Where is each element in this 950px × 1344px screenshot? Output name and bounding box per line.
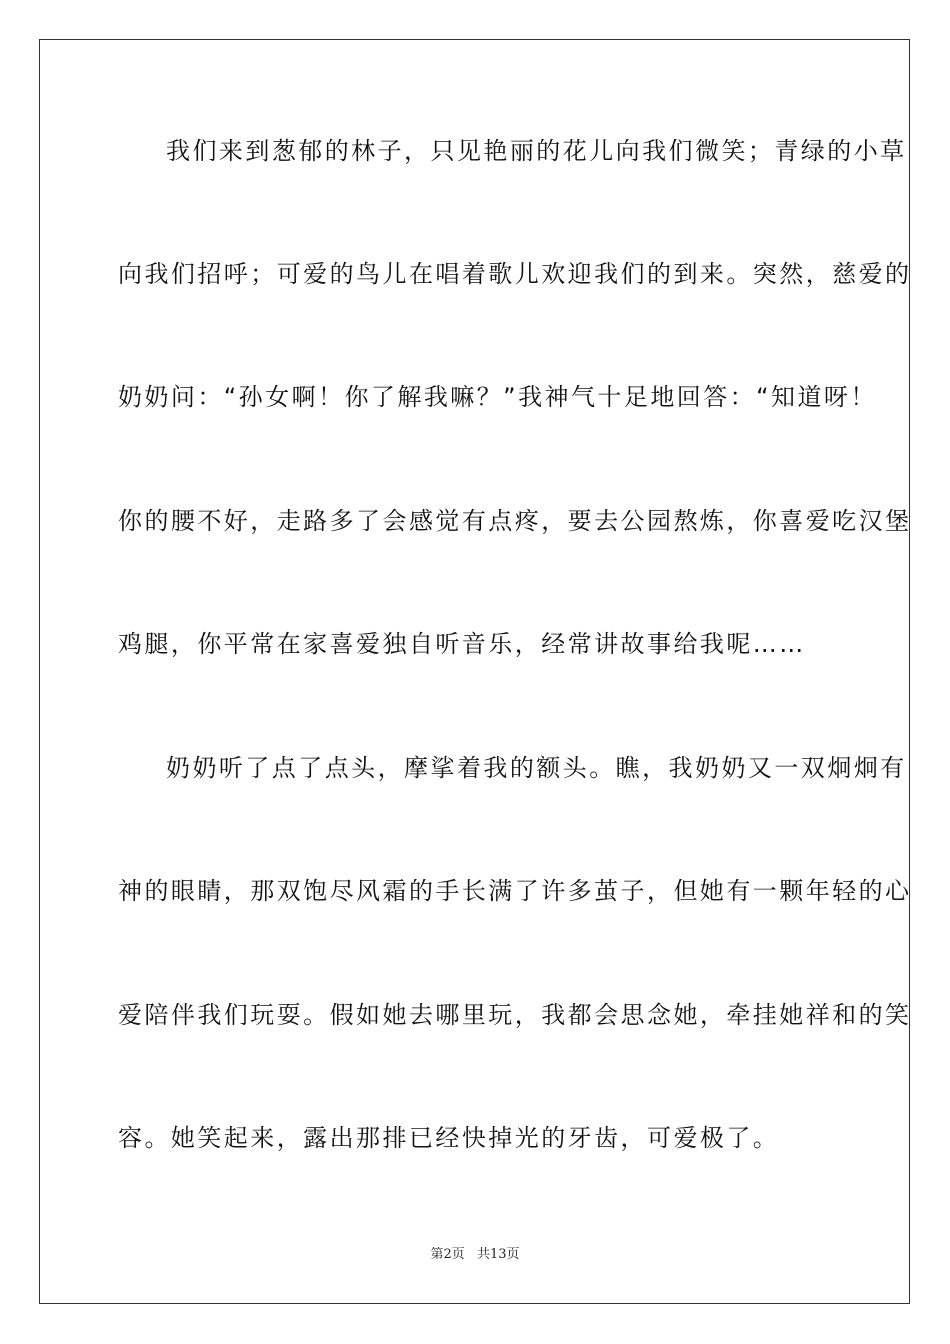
paragraph-1-line-3: 奶奶问：“孙女啊！你了解我嘛？”我神气十足地回答：“知道呀！: [118, 383, 877, 411]
paragraph-1-line-5: 鸡腿，你平常在家喜爱独自听音乐，经常讲故事给我呢……: [118, 630, 806, 658]
total-pages: 共13页: [476, 1247, 520, 1262]
page-number: 第2页: [430, 1247, 465, 1262]
paragraph-2-line-2: 神的眼睛，那双饱尽风霜的手长满了许多茧子，但她有一颗年轻的心: [118, 877, 912, 905]
page-border: [39, 39, 910, 1304]
paragraph-1-line-1: 我们来到葱郁的林子，只见艳丽的花儿向我们微笑；青绿的小草: [166, 137, 907, 165]
paragraph-1-line-2: 向我们招呼；可爱的鸟儿在唱着歌儿欢迎我们的到来。突然，慈爱的: [118, 260, 912, 288]
page-footer: [0, 1243, 950, 1262]
paragraph-2-line-4: 容。她笑起来，露出那排已经快掉光的牙齿，可爱极了。: [118, 1124, 780, 1152]
paragraph-2-line-3: 爱陪伴我们玩耍。假如她去哪里玩，我都会思念她，牵挂她祥和的笑: [118, 1001, 912, 1029]
paragraph-1-line-4: 你的腰不好，走路多了会感觉有点疼，要去公园熬炼，你喜爱吃汉堡: [118, 507, 912, 535]
paragraph-2-line-1: 奶奶听了点了点头，摩挲着我的额头。瞧，我奶奶又一双炯炯有: [166, 754, 907, 782]
